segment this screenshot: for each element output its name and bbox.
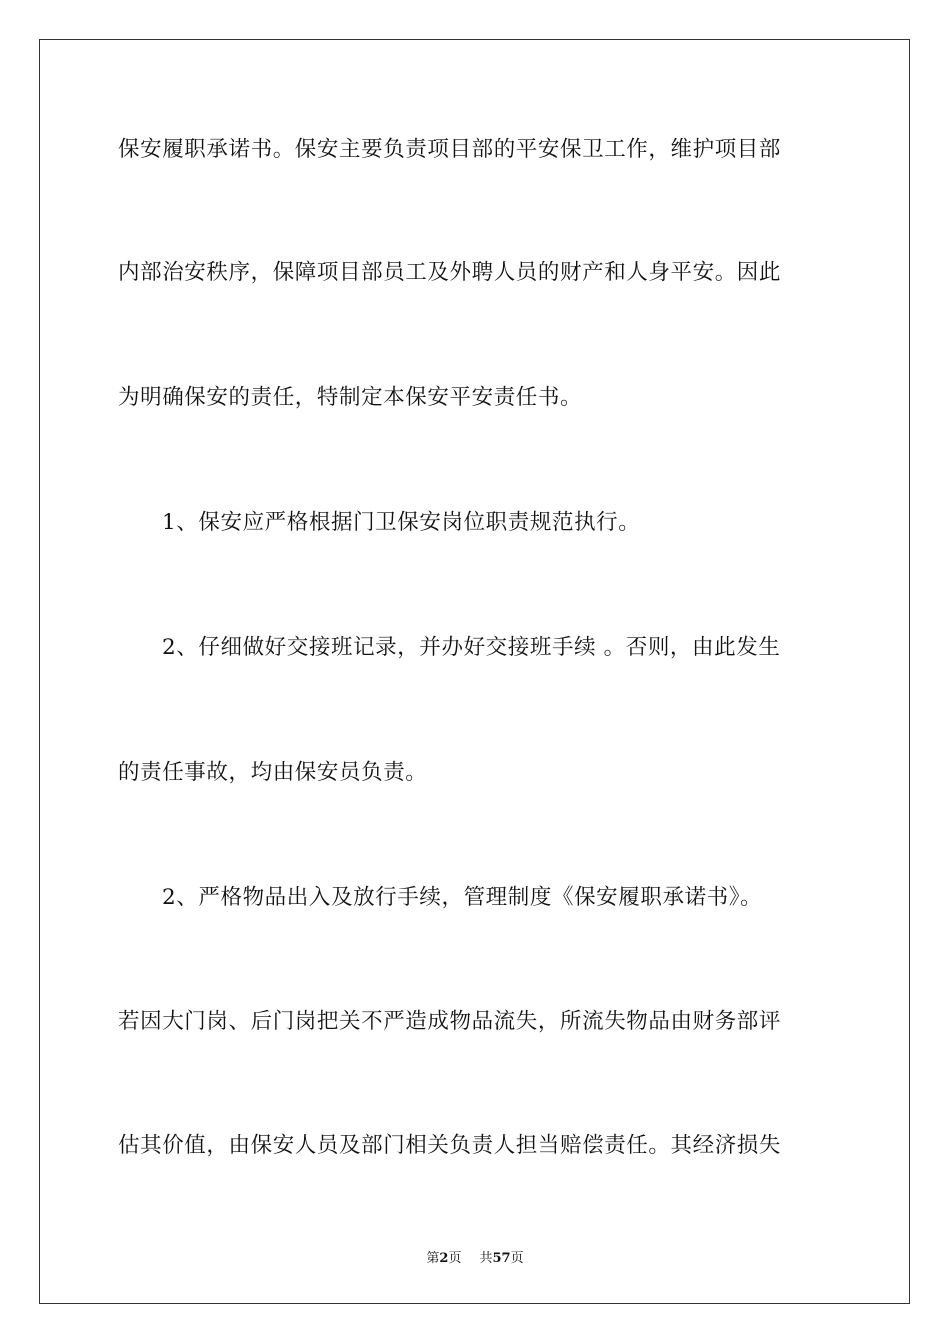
body-text-line: 若因大门岗、后门岗把关不严造成物品流失，所流失物品由财务部评	[118, 1009, 782, 1034]
footer-page-suffix: 页	[448, 1251, 462, 1266]
page-border	[39, 39, 910, 1304]
footer-page-number: 2	[439, 1251, 449, 1266]
footer-total-suffix: 页	[510, 1251, 524, 1266]
body-text-line: 内部治安秩序，保障项目部员工及外聘人员的财产和人身平安。因此	[118, 260, 782, 285]
page-footer	[0, 1247, 950, 1266]
body-text-line: 保安履职承诺书。保安主要负责项目部的平安保卫工作，维护项目部	[118, 137, 782, 162]
footer-total-pages: 57	[492, 1251, 511, 1266]
footer-total-prefix: 共	[479, 1251, 493, 1266]
footer-page-prefix: 第	[426, 1251, 440, 1266]
body-text-line: 2、仔细做好交接班记录，并办好交接班手续 。否则，由此发生	[162, 635, 781, 660]
body-text-line: 为明确保安的责任，特制定本保安平安责任书。	[118, 385, 583, 410]
body-text-line: 1、保安应严格根据门卫保安岗位职责规范执行。	[162, 510, 641, 535]
body-text-line: 的责任事故，均由保安员负责。	[118, 760, 428, 785]
body-text-line: 估其价值，由保安人员及部门相关负责人担当赔偿责任。其经济损失	[118, 1133, 782, 1158]
body-text-line: 2、严格物品出入及放行手续，管理制度《保安履职承诺书》。	[162, 885, 763, 910]
